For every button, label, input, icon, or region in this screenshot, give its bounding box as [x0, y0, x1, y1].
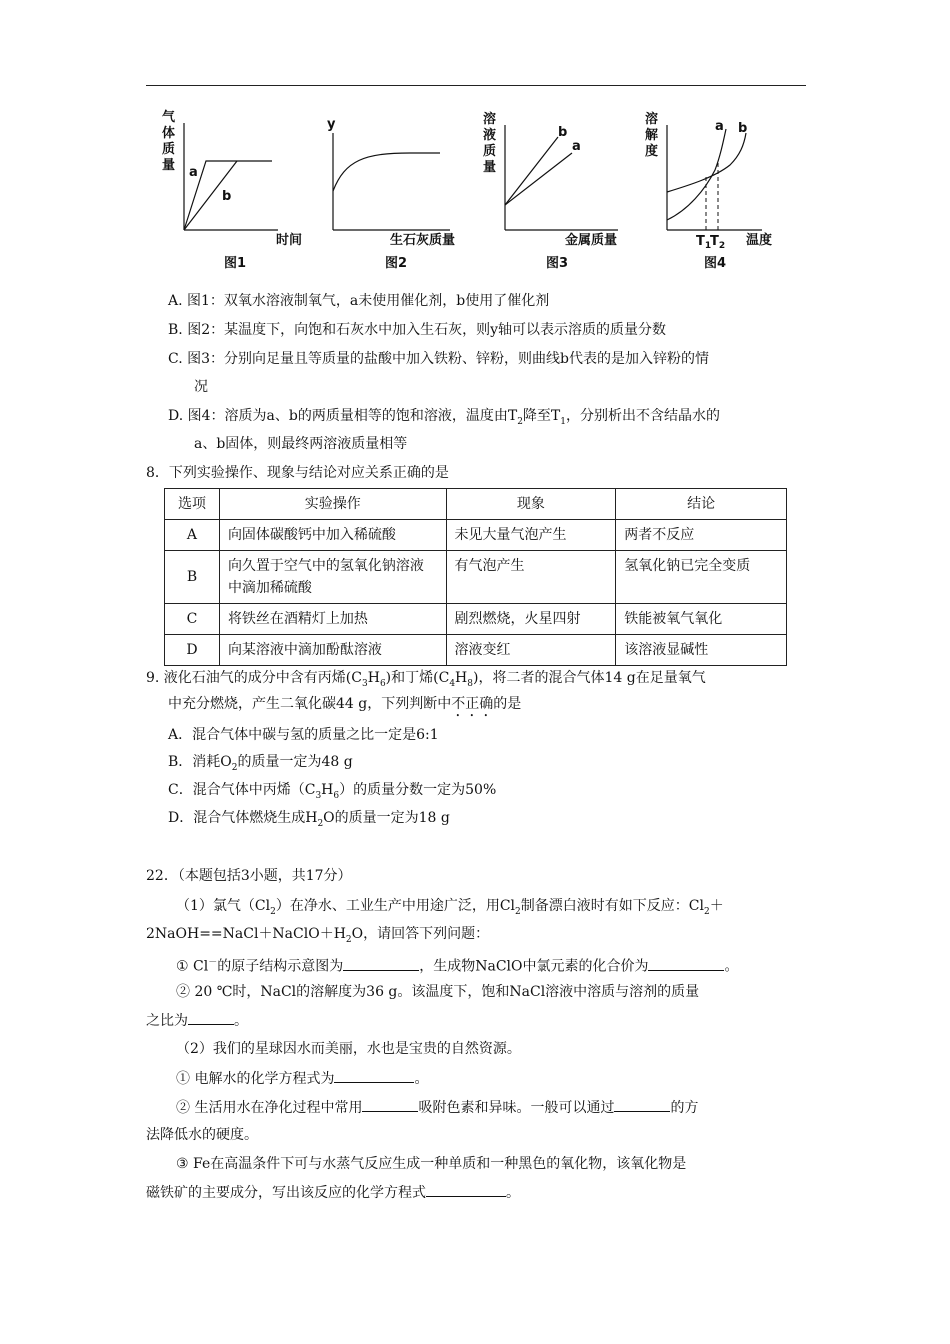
- fig4-label-a: a: [715, 119, 724, 134]
- answer-blank[interactable]: [343, 956, 419, 971]
- header-conclusion: 结论: [616, 489, 787, 520]
- q22-part1-line2: $2NaOH==NaCl+NaClO+H_2O$，请回答下列问题：: [146, 926, 490, 945]
- emphasis-not-correct: 不正确: [451, 696, 494, 712]
- table-row: [165, 635, 787, 666]
- row-conclusion: 两者不反应: [616, 520, 787, 551]
- figure-1: [162, 109, 302, 271]
- q22-part2: （2）我们的星球因水而美丽，水也是宝贵的自然资源。: [176, 1041, 521, 1057]
- fig1-ylabel-3: 质: [162, 142, 176, 157]
- q22-heading: 22．（本题包括3小题，共17分）: [146, 868, 352, 884]
- row-conclusion: 铁能被氧气氧化: [616, 604, 787, 635]
- q9-option-b: B．消耗$O_2$的质量一定为48 g: [168, 754, 353, 773]
- row-operation: 向固体碳酸钙中加入稀硫酸: [219, 520, 446, 551]
- q8-stem: 8．下列实验操作、现象与结论对应关系正确的是: [146, 465, 449, 481]
- answer-blank[interactable]: [648, 956, 724, 971]
- fig1-ylabel-4: 量: [162, 158, 176, 173]
- q9-option-a: A．混合气体中碳与氢的质量之比一定是6:1: [168, 727, 439, 743]
- row-operation: 将铁丝在酒精灯上加热: [219, 604, 446, 635]
- table-row: [165, 604, 787, 635]
- q22-sub2-line1: ② 20 ℃时，NaCl的溶解度为36 g。该温度下，饱和NaCl溶液中溶质与溶剂的质量: [176, 984, 700, 1000]
- fig4-caption: 图4: [704, 256, 727, 271]
- q22-sub3: ① 电解水的化学方程式为 。: [176, 1068, 428, 1089]
- q9-option-c: C．混合气体中丙烯$(C_3H_6)$的质量分数一定为50%: [168, 782, 497, 801]
- fig2-xlabel: 生石灰质量: [390, 233, 456, 248]
- fig3-caption: 图3: [546, 256, 569, 271]
- fig2-curve: [333, 153, 440, 191]
- fig3-curve-a: [505, 153, 572, 205]
- row-operation: 向久置于空气中的氢氧化钠溶液中滴加稀硫酸: [219, 551, 446, 604]
- answer-blank[interactable]: [188, 1010, 234, 1025]
- row-option: A: [165, 520, 220, 551]
- q7-option-d-line1: D. 图4：溶质为a、b的两质量相等的饱和溶液，温度由$T_2$降至$T_1$，分别析出不含结晶水的: [168, 408, 720, 427]
- fig1-label-b: b: [222, 189, 232, 204]
- header-option: 选项: [165, 489, 220, 520]
- fig3-curve-b: [505, 137, 558, 205]
- fig4-curve-a: [667, 129, 726, 220]
- answer-blank[interactable]: [614, 1097, 670, 1112]
- answer-blank[interactable]: [426, 1182, 506, 1197]
- q22-sub2-line2: 之比为 。: [146, 1010, 248, 1031]
- table-header-row: [165, 489, 787, 520]
- row-phenomenon: 未见大量气泡产生: [446, 520, 616, 551]
- figures-row: [140, 105, 820, 275]
- row-phenomenon: 剧烈燃烧，火星四射: [446, 604, 616, 635]
- q22-sub5-line1: ③ Fe在高温条件下可与水蒸气反应生成一种单质和一种黑色的氧化物，该氧化物是: [176, 1156, 687, 1172]
- fig3-ylabel-4: 量: [483, 160, 497, 175]
- answer-blank[interactable]: [362, 1097, 418, 1112]
- header-operation: 实验操作: [219, 489, 446, 520]
- row-option: C: [165, 604, 220, 635]
- q22-sub4-line1: ② 生活用水在净化过程中常用 吸附色素和异味。一般可以通过 的方: [176, 1097, 698, 1118]
- figure-2: [327, 117, 455, 271]
- fig3-xlabel: 金属质量: [565, 233, 618, 248]
- fig4-curve-b: [667, 133, 746, 192]
- fig4-xlabel: 温度: [746, 233, 773, 248]
- fig4-t1: $T_1$: [696, 234, 712, 251]
- q7-option-d-line2: a、b固体，则最终两溶液质量相等: [194, 436, 408, 452]
- fig3-label-b: b: [558, 125, 568, 140]
- answer-blank[interactable]: [334, 1068, 414, 1083]
- fig2-ylabel: y: [327, 117, 336, 132]
- row-operation: 向某溶液中滴加酚酞溶液: [219, 635, 446, 666]
- q22-part1-line1: （1）氯气$(Cl_2)$在净水、工业生产中用途广泛，用$Cl_2$制备漂白液时有如下反应：$Cl_2+$: [176, 898, 724, 917]
- q9-option-d: D．混合气体燃烧生成$H_2O$的质量一定为18 g: [168, 810, 450, 829]
- fig1-ylabel-2: 体: [162, 126, 176, 141]
- table-row: [165, 520, 787, 551]
- fig4-t2: $T_2$: [710, 234, 726, 251]
- fig3-label-a: a: [572, 139, 581, 154]
- q7-option-a: A. 图1：双氧水溶液制氧气，a未使用催化剂，b使用了催化剂: [168, 293, 550, 309]
- header-phenomenon: 现象: [446, 489, 616, 520]
- q9-stem-line2: 中充分燃烧，产生二氧化碳44 g，下列判断中不正确的是: [168, 696, 522, 712]
- fig4-ylabel-2: 解: [645, 128, 659, 143]
- fig1-label-a: a: [189, 165, 198, 180]
- q22-sub5-line2: 磁铁矿的主要成分，写出该反应的化学方程式 。: [146, 1182, 520, 1203]
- fig2-caption: 图2: [385, 256, 408, 271]
- figure-3: [483, 111, 618, 271]
- fig1-caption: 图1: [224, 256, 247, 271]
- fig3-ylabel-2: 液: [483, 128, 497, 143]
- fig4-ylabel-1: 溶: [645, 112, 659, 127]
- top-rule: [146, 85, 806, 86]
- row-option: B: [165, 551, 220, 604]
- q8-table: [164, 488, 787, 666]
- fig1-xlabel: 时间: [276, 233, 303, 248]
- row-conclusion: 该溶液显碱性: [616, 635, 787, 666]
- fig3-ylabel-1: 溶: [483, 112, 497, 127]
- q7-option-c-line1: C. 图3：分别向足量且等质量的盐酸中加入铁粉、锌粉，则曲线b代表的是加入锌粉的情: [168, 351, 709, 367]
- q7-option-b: B. 图2：某温度下，向饱和石灰水中加入生石灰，则y轴可以表示溶质的质量分数: [168, 322, 667, 338]
- fig4-ylabel-3: 度: [645, 144, 659, 159]
- fig3-ylabel-3: 质: [483, 144, 497, 159]
- table-row: [165, 551, 787, 604]
- fig4-label-b: b: [738, 121, 748, 136]
- row-option: D: [165, 635, 220, 666]
- row-phenomenon: 溶液变红: [446, 635, 616, 666]
- q9-stem-line1: 9. 液化石油气的成分中含有丙烯$(C_3H_6)$和丁烯$(C_4H_8)$，将二者的混合气体14 g在足量氧气: [146, 670, 706, 689]
- figure-4: [645, 111, 772, 271]
- row-phenomenon: 有气泡产生: [446, 551, 616, 604]
- fig1-ylabel-1: 气: [162, 110, 176, 125]
- q22-sub4-line2: 法降低水的硬度。: [146, 1127, 258, 1143]
- q22-sub1: ① Cl－的原子结构示意图为 ，生成物NaClO中氯元素的化合价为 。: [176, 953, 738, 977]
- q7-option-c-line2: 况: [194, 379, 208, 395]
- row-conclusion: 氢氧化钠已完全变质: [616, 551, 787, 604]
